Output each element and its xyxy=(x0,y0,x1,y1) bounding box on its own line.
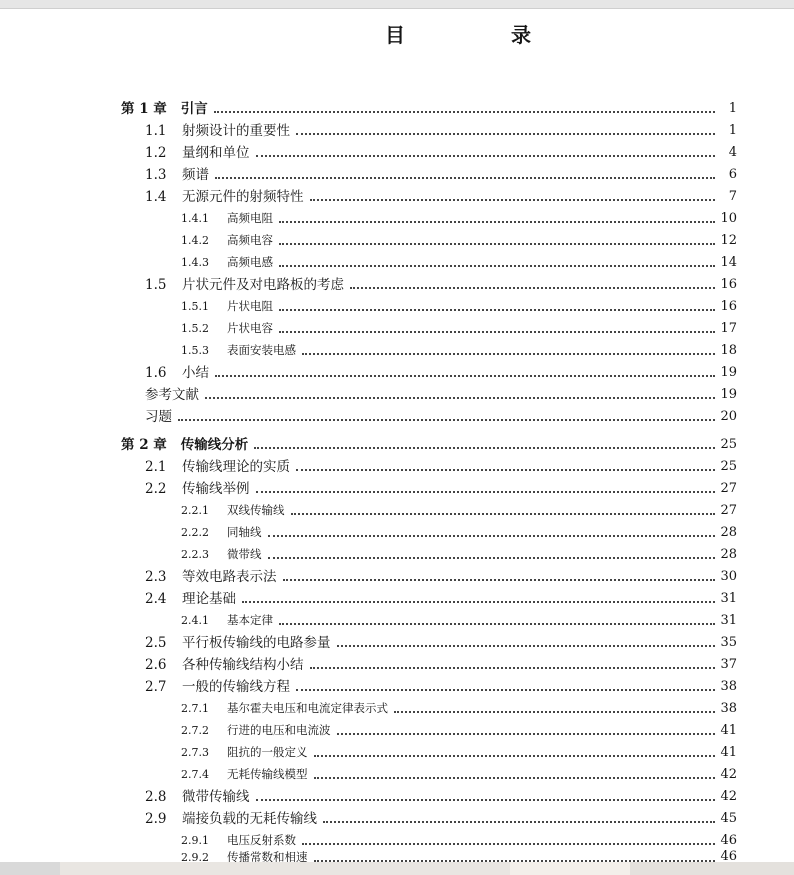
toc-subsection-1-4-3[interactable] xyxy=(181,251,737,271)
leader-dots xyxy=(256,154,716,157)
toc-section-2-2[interactable] xyxy=(145,477,737,497)
toc-page: 12 xyxy=(720,233,737,248)
leader-dots xyxy=(256,798,716,801)
toc-title: 理论基础 xyxy=(182,591,236,607)
toc-subsection-2-2-1[interactable] xyxy=(181,499,737,519)
toc-chapter-1[interactable] xyxy=(121,97,737,117)
document-page xyxy=(0,9,794,862)
toc-chapter-2[interactable] xyxy=(121,433,737,453)
leader-dots xyxy=(205,396,715,399)
toc-title: 双线传输线 xyxy=(227,503,285,517)
toc-number: 1.1 xyxy=(145,123,167,139)
toc-page: 46 xyxy=(720,849,737,862)
leader-dots xyxy=(279,622,715,625)
toc-title: 量纲和单位 xyxy=(182,145,250,161)
viewer-toolbar xyxy=(0,0,794,9)
toc-number: 1.5 xyxy=(145,277,167,293)
toc-title: 习题 xyxy=(145,409,172,425)
leader-dots xyxy=(214,110,715,113)
toc-subsection-1-5-1[interactable] xyxy=(181,295,737,315)
page-edge-shadow xyxy=(630,862,794,875)
page-title: 目 录 xyxy=(385,23,574,47)
toc-page: 10 xyxy=(720,211,737,226)
leader-dots xyxy=(178,418,715,421)
toc-section-2-4[interactable] xyxy=(145,587,737,607)
toc-page: 1 xyxy=(728,123,737,138)
toc-section-1-5[interactable] xyxy=(145,273,737,293)
toc-number: 1.2 xyxy=(145,145,167,161)
toc-page: 28 xyxy=(720,547,737,562)
toc-subsection-2-9-2[interactable] xyxy=(181,849,737,862)
toc-page: 19 xyxy=(720,387,737,402)
leader-dots xyxy=(215,374,715,377)
toc-section-1-4[interactable] xyxy=(145,185,737,205)
toc-section-2-9[interactable] xyxy=(145,807,737,827)
toc-section-2-8[interactable] xyxy=(145,785,737,805)
toc-title: 传输线理论的实质 xyxy=(182,459,290,475)
leader-dots xyxy=(296,468,715,471)
leader-dots xyxy=(314,776,716,779)
toc-title: 高频电阻 xyxy=(227,211,273,225)
toc-page: 7 xyxy=(728,189,737,204)
leader-dots xyxy=(279,242,715,245)
toc-number: 2.2.2 xyxy=(181,526,209,539)
toc-page: 30 xyxy=(720,569,737,584)
leader-dots xyxy=(215,176,715,179)
toc-number: 2.9 xyxy=(145,811,167,827)
toc-title: 高频电容 xyxy=(227,233,273,247)
toc-page: 28 xyxy=(720,525,737,540)
toc-number: 2.1 xyxy=(145,459,167,475)
toc-number: 1.6 xyxy=(145,365,167,381)
toc-page: 31 xyxy=(720,613,737,628)
leader-dots xyxy=(279,220,715,223)
toc-number: 2.7 xyxy=(145,679,167,695)
page-edge-shadow xyxy=(0,862,60,875)
toc-title: 传播常数和相速 xyxy=(227,850,308,862)
toc-references-1[interactable] xyxy=(145,383,737,403)
toc-section-1-2[interactable] xyxy=(145,141,737,161)
toc-title: 射频设计的重要性 xyxy=(182,123,290,139)
leader-dots xyxy=(268,534,716,537)
toc-title: 传输线举例 xyxy=(182,481,250,497)
toc-number: 2.7.2 xyxy=(181,724,209,737)
toc-subsection-2-9-1[interactable] xyxy=(181,829,737,849)
toc-page: 25 xyxy=(720,459,737,474)
toc-page: 42 xyxy=(720,789,737,804)
toc-number: 1.5.3 xyxy=(181,344,209,357)
toc-page: 42 xyxy=(720,767,737,782)
toc-number: 1.5.1 xyxy=(181,300,209,313)
toc-title: 微带传输线 xyxy=(182,789,250,805)
toc-subsection-2-7-4[interactable] xyxy=(181,763,737,783)
toc-number: 第 1 章 xyxy=(121,101,167,117)
toc-number: 1.4.3 xyxy=(181,256,209,269)
toc-page: 14 xyxy=(720,255,737,270)
toc-number: 2.8 xyxy=(145,789,167,805)
toc-title: 片状电阻 xyxy=(227,299,273,313)
toc-title: 无耗传输线模型 xyxy=(227,767,308,781)
leader-dots xyxy=(296,688,715,691)
toc-title: 电压反射系数 xyxy=(227,833,296,847)
toc-exercises-1[interactable] xyxy=(145,405,737,425)
toc-number: 2.2.1 xyxy=(181,504,209,517)
toc-number: 2.7.1 xyxy=(181,702,209,715)
toc-title: 微带线 xyxy=(227,547,262,561)
toc-number: 2.7.3 xyxy=(181,746,209,759)
toc-page: 35 xyxy=(720,635,737,650)
toc-title: 同轴线 xyxy=(227,525,262,539)
toc-number: 2.2.3 xyxy=(181,548,209,561)
leader-dots xyxy=(268,556,716,559)
toc-subsection-2-7-2[interactable] xyxy=(181,719,737,739)
toc-page: 37 xyxy=(720,657,737,672)
toc-section-2-3[interactable] xyxy=(145,565,737,585)
toc-section-1-3[interactable] xyxy=(145,163,737,183)
toc-title: 片状电容 xyxy=(227,321,273,335)
toc-number: 2.5 xyxy=(145,635,167,651)
toc-title: 传输线分析 xyxy=(180,437,249,453)
toc-title: 端接负载的无耗传输线 xyxy=(182,811,317,827)
leader-dots xyxy=(291,512,716,515)
toc-number: 1.4.1 xyxy=(181,212,209,225)
toc-title: 各种传输线结构小结 xyxy=(182,657,304,673)
toc-page: 38 xyxy=(720,701,737,716)
toc-number: 1.5.2 xyxy=(181,322,209,335)
toc-page: 17 xyxy=(720,321,737,336)
toc-number: 1.4.2 xyxy=(181,234,209,247)
toc-title: 频谱 xyxy=(182,167,209,183)
toc-title: 阻抗的一般定义 xyxy=(227,745,308,759)
toc-subsection-1-5-2[interactable] xyxy=(181,317,737,337)
toc-subsection-1-4-1[interactable] xyxy=(181,207,737,227)
leader-dots xyxy=(314,754,716,757)
toc-subsection-2-7-1[interactable] xyxy=(181,697,737,717)
leader-dots xyxy=(279,264,715,267)
toc-section-1-1[interactable] xyxy=(145,119,737,139)
leader-dots xyxy=(254,446,715,449)
toc-number: 2.4 xyxy=(145,591,167,607)
viewer-bottom-strip xyxy=(0,862,794,875)
leader-dots xyxy=(279,308,715,311)
toc-number: 2.2 xyxy=(145,481,167,497)
toc-page: 46 xyxy=(720,833,737,848)
toc-title: 基本定律 xyxy=(227,613,273,627)
page-edge-shadow xyxy=(60,862,510,875)
toc-title: 引言 xyxy=(180,101,208,117)
toc-subsection-2-2-2[interactable] xyxy=(181,521,737,541)
leader-dots xyxy=(394,710,715,713)
toc-number: 2.7.4 xyxy=(181,768,209,781)
toc-title: 高频电感 xyxy=(227,255,273,269)
leader-dots xyxy=(323,820,715,823)
toc-subsection-2-2-3[interactable] xyxy=(181,543,737,563)
page-edge-shadow xyxy=(510,862,630,875)
toc-title: 等效电路表示法 xyxy=(182,569,277,585)
toc-page: 41 xyxy=(720,745,737,760)
toc-section-2-5[interactable] xyxy=(145,631,737,651)
leader-dots xyxy=(302,352,715,355)
toc-page: 4 xyxy=(728,145,737,160)
leader-dots xyxy=(242,600,715,603)
toc-number: 第 2 章 xyxy=(121,437,167,453)
toc-page: 31 xyxy=(720,591,737,606)
leader-dots xyxy=(279,330,715,333)
toc-number: 1.4 xyxy=(145,189,167,205)
leader-dots xyxy=(337,644,716,647)
toc-page: 27 xyxy=(720,503,737,518)
toc-number: 2.6 xyxy=(145,657,167,673)
leader-dots xyxy=(256,490,716,493)
toc-title: 表面安装电感 xyxy=(227,343,296,357)
toc-page: 16 xyxy=(720,277,737,292)
toc-subsection-2-7-3[interactable] xyxy=(181,741,737,761)
leader-dots xyxy=(283,578,716,581)
toc-title: 平行板传输线的电路参量 xyxy=(182,635,331,651)
toc-page: 20 xyxy=(720,409,737,424)
toc-title: 片状元件及对电路板的考虑 xyxy=(182,277,344,293)
toc-page: 41 xyxy=(720,723,737,738)
leader-dots xyxy=(302,842,715,845)
leader-dots xyxy=(337,732,716,735)
toc-page: 19 xyxy=(720,365,737,380)
toc-page: 6 xyxy=(728,167,737,182)
toc-section-2-7[interactable] xyxy=(145,675,737,695)
toc-title: 基尔霍夫电压和电流定律表示式 xyxy=(227,701,388,715)
toc-section-1-6[interactable] xyxy=(145,361,737,381)
toc-page: 16 xyxy=(720,299,737,314)
toc-page: 45 xyxy=(720,811,737,826)
toc-section-2-6[interactable] xyxy=(145,653,737,673)
leader-dots xyxy=(296,132,715,135)
toc-title: 无源元件的射频特性 xyxy=(182,189,304,205)
toc-number: 2.9.1 xyxy=(181,834,209,847)
toc-subsection-1-4-2[interactable] xyxy=(181,229,737,249)
toc-page: 27 xyxy=(720,481,737,496)
toc-subsection-1-5-3[interactable] xyxy=(181,339,737,359)
leader-dots xyxy=(350,286,715,289)
toc-title: 小结 xyxy=(182,365,209,381)
toc-section-2-1[interactable] xyxy=(145,455,737,475)
leader-dots xyxy=(310,666,716,669)
toc-title: 一般的传输线方程 xyxy=(182,679,290,695)
leader-dots xyxy=(310,198,716,201)
toc-page: 25 xyxy=(720,437,737,452)
toc-page: 1 xyxy=(728,101,737,116)
toc-page: 38 xyxy=(720,679,737,694)
toc-title: 行进的电压和电流波 xyxy=(227,723,331,737)
toc-number: 2.4.1 xyxy=(181,614,209,627)
toc-subsection-2-4-1[interactable] xyxy=(181,609,737,629)
toc-page: 18 xyxy=(720,343,737,358)
toc-title: 参考文献 xyxy=(145,387,199,403)
toc-number: 2.9.2 xyxy=(181,851,209,862)
toc-number: 2.3 xyxy=(145,569,167,585)
toc-number: 1.3 xyxy=(145,167,167,183)
